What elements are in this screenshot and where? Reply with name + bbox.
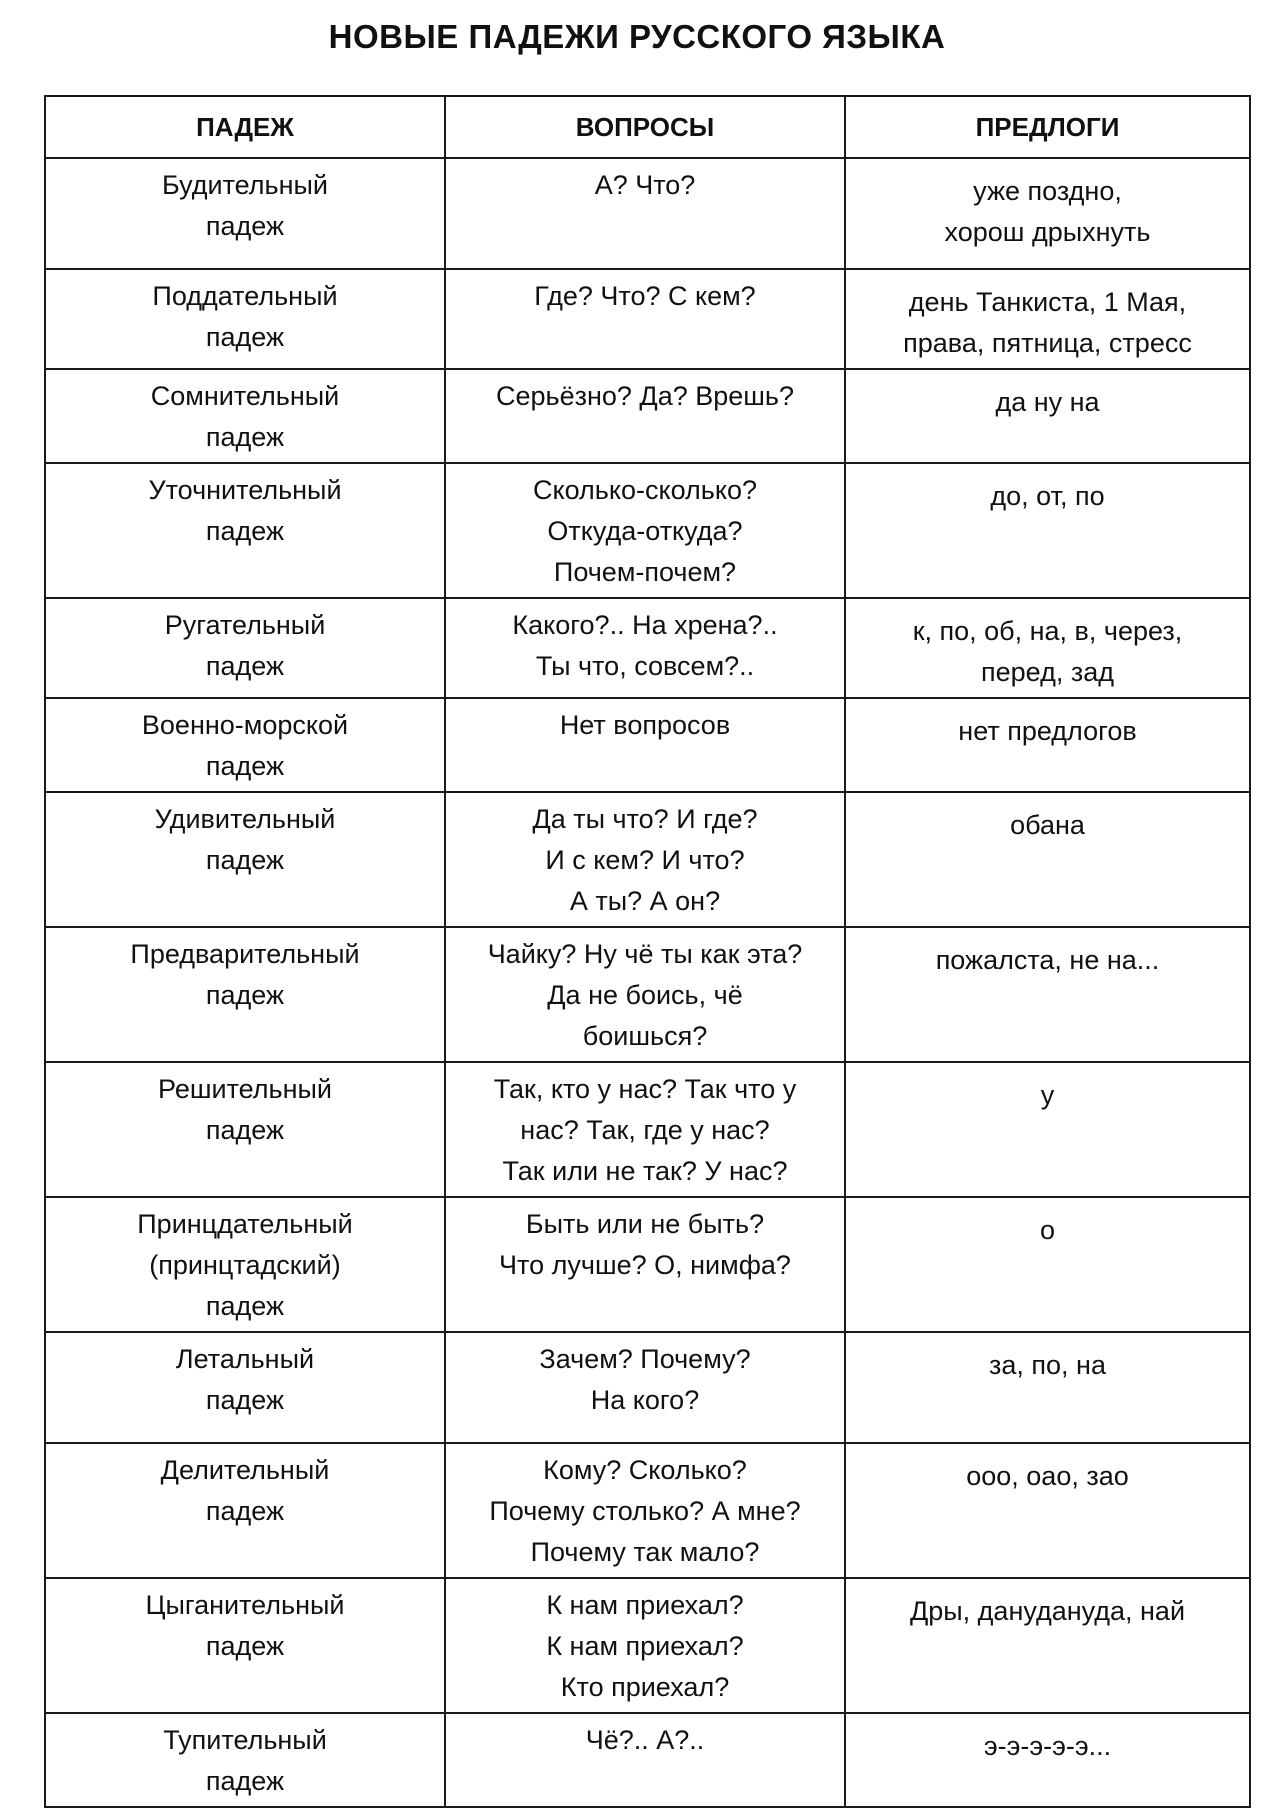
case-cell	[45, 1713, 445, 1807]
table-row	[45, 698, 1250, 792]
case-cell	[45, 158, 445, 269]
prepositions-cell	[845, 369, 1250, 463]
questions-line: Быть или не быть?	[525, 1209, 765, 1239]
prepositions-line: день Танкиста, 1 Мая,	[908, 287, 1187, 317]
case-line: Предварительный	[130, 939, 360, 969]
questions-line: На кого?	[590, 1385, 700, 1415]
table-header-row	[45, 96, 1250, 158]
prepositions-cell	[845, 1197, 1250, 1332]
case-line: Удивительный	[154, 804, 336, 834]
questions-cell	[445, 598, 845, 698]
questions-cell	[445, 927, 845, 1062]
questions-cell	[445, 1713, 845, 1807]
prepositions-line: уже поздно,	[973, 176, 1122, 206]
questions-line: Почему так мало?	[530, 1537, 760, 1567]
table-row	[45, 598, 1250, 698]
case-line: Цыганительный	[145, 1590, 345, 1620]
table-row	[45, 1443, 1250, 1578]
questions-line: Да не боись, чё	[547, 980, 743, 1010]
header-case: ПАДЕЖ	[45, 96, 445, 158]
case-cell	[45, 792, 445, 927]
prepositions-line: перед, зад	[981, 657, 1114, 687]
table-row	[45, 1332, 1250, 1443]
case-cell	[45, 598, 445, 698]
case-line: падеж	[205, 1291, 285, 1321]
page-title: НОВЫЕ ПАДЕЖИ РУССКОГО ЯЗЫКА	[328, 18, 946, 55]
case-cell	[45, 1197, 445, 1332]
cases-table	[44, 95, 1251, 1808]
case-line: падеж	[205, 751, 285, 781]
questions-line: Да ты что? И где?	[532, 804, 758, 834]
table-row	[45, 463, 1250, 598]
prepositions-cell	[845, 463, 1250, 598]
prepositions-line: Дры, дануданудa, най	[909, 1596, 1186, 1626]
questions-line: Нет вопросов	[559, 710, 731, 740]
prepositions-cell	[845, 269, 1250, 369]
case-cell	[45, 463, 445, 598]
questions-line: А? Что?	[594, 170, 696, 200]
table-row	[45, 927, 1250, 1062]
case-line: Военно-морской	[141, 710, 349, 740]
questions-line: Почем-почем?	[553, 557, 737, 587]
case-line: падеж	[205, 211, 285, 241]
questions-cell	[445, 463, 845, 598]
case-cell	[45, 269, 445, 369]
prepositions-line: у	[1040, 1080, 1055, 1110]
prepositions-line: обана	[1010, 810, 1085, 840]
table-row	[45, 792, 1250, 927]
case-line: Делительный	[160, 1455, 330, 1485]
case-line: Тупительный	[163, 1725, 327, 1755]
questions-line: нас? Так, где у нас?	[520, 1115, 770, 1145]
prepositions-line: за, по, на	[989, 1350, 1106, 1380]
questions-cell	[445, 158, 845, 269]
case-line: падеж	[205, 980, 285, 1010]
prepositions-cell	[845, 1332, 1250, 1443]
table-row	[45, 1578, 1250, 1713]
questions-line: Кто приехал?	[560, 1672, 730, 1702]
case-cell	[45, 698, 445, 792]
prepositions-cell	[845, 598, 1250, 698]
case-line: Ругательный	[164, 610, 326, 640]
questions-line: Откуда-откуда?	[547, 516, 743, 546]
questions-cell	[445, 1332, 845, 1443]
prepositions-line: права, пятница, стресс	[903, 328, 1192, 358]
questions-cell	[445, 698, 845, 792]
questions-line: Какого?.. На хрена?..	[512, 610, 778, 640]
prepositions-line: ооо, оао, зао	[966, 1461, 1129, 1491]
case-line: падеж	[205, 1631, 285, 1661]
table-row	[45, 1713, 1250, 1807]
questions-line: К нам приехал?	[546, 1631, 744, 1661]
case-cell	[45, 369, 445, 463]
table-row	[45, 269, 1250, 369]
questions-line: Кому? Сколько?	[543, 1455, 747, 1485]
prepositions-cell	[845, 158, 1250, 269]
case-line: падеж	[205, 322, 285, 352]
table-row	[45, 158, 1250, 269]
case-line: падеж	[205, 422, 285, 452]
prepositions-line: да ну на	[995, 387, 1100, 417]
prepositions-line: хорош дрыхнуть	[944, 217, 1151, 247]
questions-cell	[445, 1578, 845, 1713]
questions-cell	[445, 1062, 845, 1197]
case-cell	[45, 1578, 445, 1713]
questions-line: Серьёзно? Да? Врешь?	[495, 381, 795, 411]
case-line: Будительный	[162, 170, 328, 200]
questions-cell	[445, 1443, 845, 1578]
questions-line: Чайку? Ну чё ты как эта?	[487, 939, 803, 969]
case-line: падеж	[205, 516, 285, 546]
prepositions-cell	[845, 927, 1250, 1062]
prepositions-line: к, по, об, на, в, через,	[912, 616, 1183, 646]
case-cell	[45, 927, 445, 1062]
header-questions: ВОПРОСЫ	[445, 96, 845, 158]
prepositions-cell	[845, 1062, 1250, 1197]
case-cell	[45, 1332, 445, 1443]
questions-cell	[445, 369, 845, 463]
prepositions-cell	[845, 792, 1250, 927]
questions-line: боишься?	[582, 1021, 708, 1051]
prepositions-line: пожалста, не на...	[935, 945, 1160, 975]
questions-line: Сколько-сколько?	[533, 475, 757, 505]
questions-line: Где? Что? С кем?	[534, 281, 756, 311]
case-cell	[45, 1062, 445, 1197]
case-line: падеж	[205, 845, 285, 875]
questions-line: К нам приехал?	[546, 1590, 744, 1620]
questions-line: Почему столько? А мне?	[489, 1496, 801, 1526]
questions-cell	[445, 792, 845, 927]
questions-line: А ты? А он?	[569, 886, 721, 916]
header-prepositions: ПРЕДЛОГИ	[845, 96, 1250, 158]
case-line: Принцдательный	[137, 1209, 353, 1239]
case-line: Поддательный	[152, 281, 338, 311]
prepositions-cell	[845, 698, 1250, 792]
questions-line: Ты что, совсем?..	[535, 651, 755, 681]
table-row	[45, 1197, 1250, 1332]
case-line: падеж	[205, 1385, 285, 1415]
questions-line: Что лучше? О, нимфа?	[499, 1250, 791, 1280]
prepositions-line: нет предлогов	[958, 716, 1137, 746]
prepositions-cell	[845, 1713, 1250, 1807]
prepositions-cell	[845, 1578, 1250, 1713]
case-line: Летальный	[175, 1344, 315, 1374]
prepositions-line: до, от, по	[990, 481, 1105, 511]
table-body	[45, 158, 1250, 1807]
case-line: (принцтадский)	[149, 1250, 341, 1280]
table-row	[45, 369, 1250, 463]
case-line: падеж	[205, 1766, 285, 1796]
questions-line: Так или не так? У нас?	[502, 1156, 788, 1186]
prepositions-line: о	[1039, 1215, 1056, 1245]
questions-cell	[445, 1197, 845, 1332]
case-line: Решительный	[158, 1074, 332, 1104]
prepositions-cell	[845, 1443, 1250, 1578]
questions-line: Зачем? Почему?	[539, 1344, 751, 1374]
case-line: Уточнительный	[148, 475, 342, 505]
case-line: падеж	[205, 1115, 285, 1145]
case-line: Сомнительный	[150, 381, 340, 411]
questions-line: Так, кто у нас? Так что у	[493, 1074, 797, 1104]
case-line: падеж	[205, 651, 285, 681]
questions-line: Чё?.. А?..	[585, 1725, 705, 1755]
case-line: падеж	[205, 1496, 285, 1526]
case-cell	[45, 1443, 445, 1578]
table-row	[45, 1062, 1250, 1197]
questions-line: И с кем? И что?	[545, 845, 745, 875]
prepositions-line: э-э-э-э-э...	[983, 1731, 1112, 1761]
questions-cell	[445, 269, 845, 369]
